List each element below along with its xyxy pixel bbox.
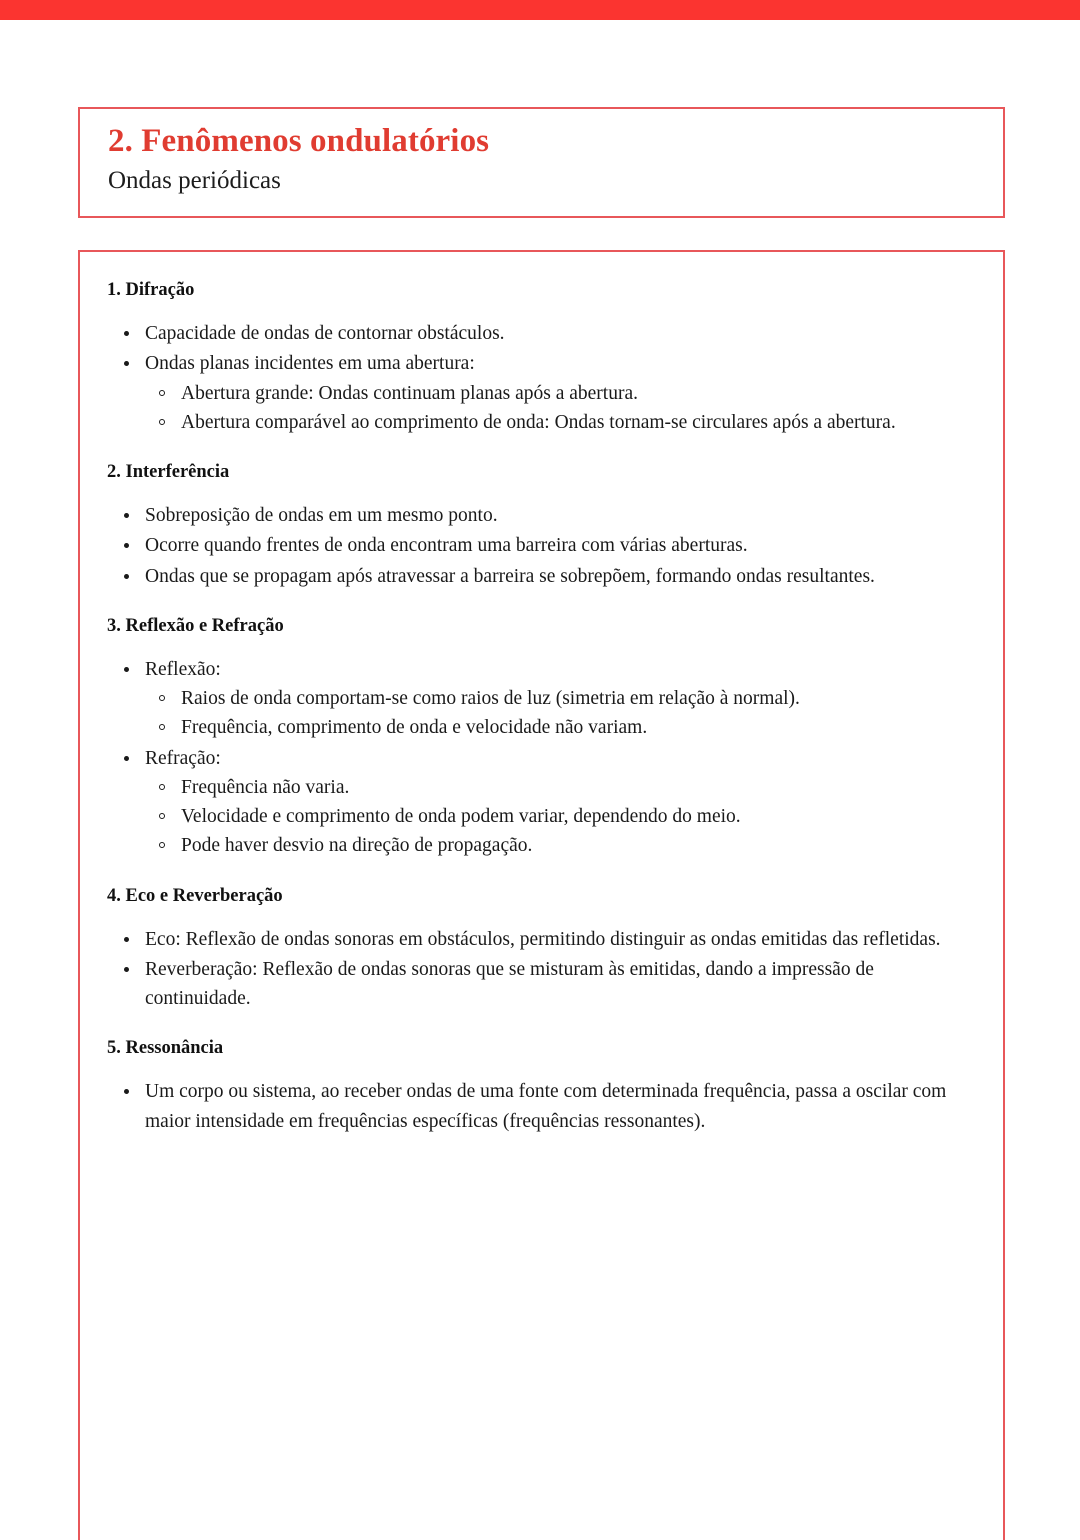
bullet-text: Ondas que se propagam após atravessar a barreira se sobrepõem, formando ondas resultantes. [145, 562, 977, 591]
bullet-text: Refração: [145, 744, 977, 773]
sub-bullet-item: Pode haver desvio na direção de propagação. [145, 831, 977, 860]
bullet-list [107, 319, 977, 437]
bullet-item [107, 349, 977, 437]
bullet-item [107, 531, 977, 560]
content-section [107, 592, 977, 861]
content-section [107, 1014, 977, 1136]
section-heading: 5. Ressonância [107, 1038, 224, 1059]
section-heading: 3. Reflexão e Refração [107, 615, 284, 636]
sub-bullet-list [145, 684, 977, 743]
sub-bullet-item: Abertura comparável ao comprimento de onda: Ondas tornam-se circulares após a abertura. [145, 408, 977, 437]
sub-bullet-item: Frequência não varia. [145, 773, 977, 802]
document-content-card [78, 250, 1005, 1540]
bullet-list [107, 501, 977, 591]
bullet-item [107, 744, 977, 861]
content-section [107, 862, 977, 1014]
bullet-text: Reverberação: Reflexão de ondas sonoras que se misturam às emitidas, dando a impressão de continuidade. [145, 955, 977, 1014]
bullet-list [107, 1077, 977, 1136]
top-accent-bar [0, 0, 1080, 20]
bullet-item [107, 925, 977, 954]
bullet-item [107, 955, 977, 1014]
section-heading: 2. Interferência [107, 462, 230, 483]
bullet-text: Um corpo ou sistema, ao receber ondas de uma fonte com determinada frequência, passa a oscilar com maior intensidade em frequências específicas (frequências ressonantes). [145, 1077, 977, 1136]
sub-bullet-item: Abertura grande: Ondas continuam planas após a abertura. [145, 379, 977, 408]
bullet-text: Sobreposição de ondas em um mesmo ponto. [145, 501, 977, 530]
document-content-inner [80, 252, 1003, 1136]
bullet-text: Capacidade de ondas de contornar obstáculos. [145, 319, 977, 348]
sub-bullet-item: Velocidade e comprimento de onda podem variar, dependendo do meio. [145, 802, 977, 831]
sub-bullet-list [145, 773, 977, 861]
content-section [107, 278, 977, 437]
bullet-item [107, 1077, 977, 1136]
bullet-text: Eco: Reflexão de ondas sonoras em obstáculos, permitindo distinguir as ondas emitidas das refletidas. [145, 925, 977, 954]
bullet-list [107, 655, 977, 861]
section-heading: 1. Difração [107, 280, 195, 300]
bullet-list [107, 925, 977, 1014]
sections-list [107, 278, 977, 1136]
document-header-inner [80, 109, 1003, 195]
bullet-text: Ocorre quando frentes de onda encontram uma barreira com várias aberturas. [145, 531, 977, 560]
content-section [107, 438, 977, 591]
bullet-item [107, 501, 977, 530]
bullet-item [107, 319, 977, 348]
bullet-text: Ondas planas incidentes em uma abertura: [145, 349, 977, 378]
page-title: 2. Fenômenos ondulatórios [108, 123, 490, 159]
bullet-item [107, 562, 977, 591]
sub-bullet-item: Raios de onda comportam-se como raios de luz (simetria em relação à normal). [145, 684, 977, 713]
document-header-card [78, 107, 1005, 218]
sub-bullet-list [145, 379, 977, 438]
section-heading: 4. Eco e Reverberação [107, 885, 283, 906]
page-subtitle: Ondas periódicas [108, 166, 281, 194]
sub-bullet-item: Frequência, comprimento de onda e velocidade não variam. [145, 713, 977, 742]
bullet-item [107, 655, 977, 743]
bullet-text: Reflexão: [145, 655, 977, 684]
